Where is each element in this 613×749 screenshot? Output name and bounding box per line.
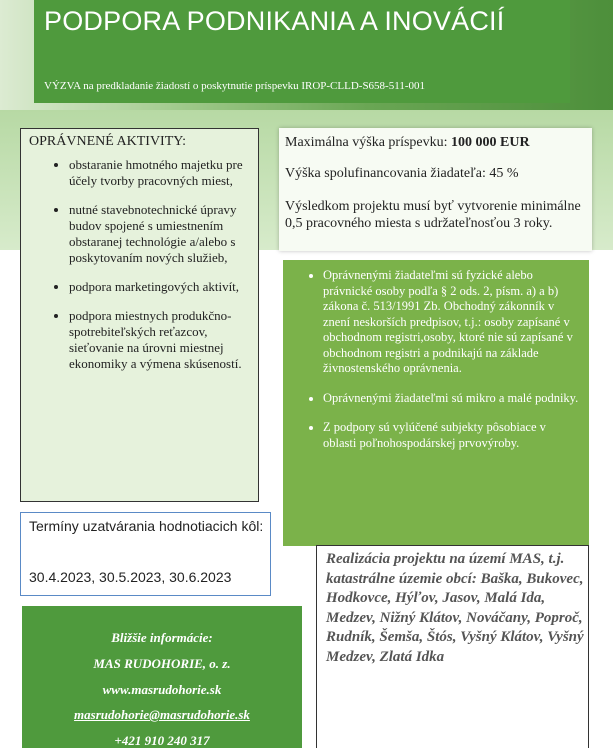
max-contribution-value: 100 000 EUR [451,135,530,150]
eligibility-box [283,260,589,546]
website-link[interactable]: www.masrudohorie.sk [102,682,222,697]
eligibility-item: • Oprávnenými žiadateľmi sú fyzické alebo právnické osoby podľa § 2 ods. 2, písm. a) a b) zákona č. 513/1991 Zb. Obchodný zákonník v znení neskorších predpisov, t.j.: osoby zapísané v obchodnom registri,osoby, ktoré nie sú zapísané v obchodnom registri a podnikajú na základe živnostenského oprávnenia. [323,268,579,377]
activity-item: • podpora marketingových aktivít, [69,279,252,295]
contact-heading: Bližšie informácie: [111,630,213,645]
terms-dates: 30.4.2023, 30.5.2023, 30.6.2023 [29,569,232,585]
realization-box [316,545,589,748]
eligibility-item: • Oprávnenými žiadateľmi sú mikro a malé podniky. [323,391,579,407]
max-contribution [285,135,530,151]
terms-box [20,512,271,596]
activities-title: OPRÁVNENÉ AKTIVITY: [29,134,186,149]
realization-text: Realizácia projektu na území MAS, t.j. katastrálne územie obcí: Baška, Bukovec, Hodkovce, Hýľov, Jasov, Malá Ida, Medzev, Nižný Klátov, Nováčany, Poproč, Rudník, Šemša, Štós, Vyšný Klátov, Vyšný Medzev, Zlatá Idka [326,551,584,665]
call-subtitle: VÝZVA na predkladanie žiadostí o poskytnutie príspevku IROP-CLLD-S658-511-001 [44,80,425,92]
project-result: Výsledkom projektu musí byť vytvorenie minimálne 0,5 pracovného miesta s udržateľnosťou 3 roky. [285,199,581,231]
activity-item: • podpora miestnych produkčno-spotrebiteľských reťazcov, sieťovanie na úrovni miestnej ekonomiky a výmena skúseností. [69,308,252,372]
phone-number: +421 910 240 317 [114,733,210,748]
email-link[interactable]: masrudohorie@masrudohorie.sk [74,707,250,722]
contact-organization: MAS RUDOHORIE, o. z. [93,656,231,671]
page-title: PODPORA PODNIKANIA A INOVÁCIÍ [44,6,505,36]
contact-box [22,606,302,748]
activities-list [21,157,260,385]
cofinancing-rate: Výška spolufinancovania žiadateľa: 45 % [285,166,519,181]
eligibility-list [283,260,589,451]
max-contribution-label: Maximálna výška príspevku: [285,135,452,150]
activities-box [20,128,259,502]
activity-item: • obstaranie hmotného majetku pre účely tvorby pracovných miest, [69,157,252,189]
financing-box [279,128,592,251]
terms-title: Termíny uzatvárania hodnotiacich kôl: [29,518,264,534]
activity-item: • nutné stavebnotechnické úpravy budov spojené s umiestnením obstaranej technológie a/alebo s poskytovaním nových služieb, [69,202,252,266]
eligibility-item: • Z podpory sú vylúčené subjekty pôsobiace v oblasti poľnohospodárskej prvovýroby. [323,420,579,451]
